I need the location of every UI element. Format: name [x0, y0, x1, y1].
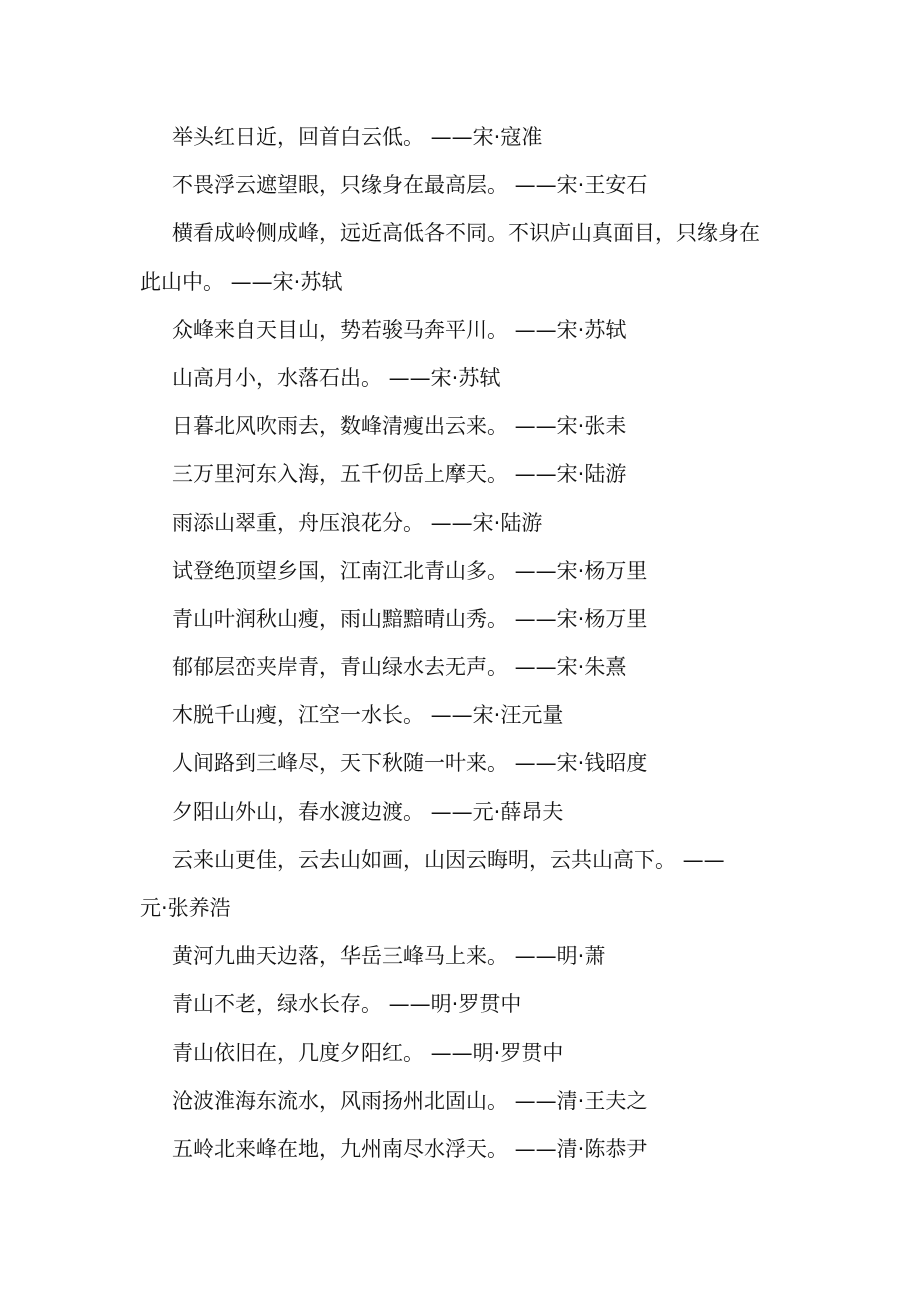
text-line: 黄河九曲天边落，华岳三峰马上来。 ——明·萧 [172, 944, 606, 969]
text-line: 三万里河东入海，五千仞岳上摩天。 ——宋·陆游 [172, 462, 627, 487]
text-line: 试登绝顶望乡国，江南江北青山多。 ——宋·杨万里 [172, 558, 648, 583]
text-line: 木脱千山瘦，江空一水长。 ——宋·汪元量 [172, 703, 564, 728]
text-line: 横看成岭侧成峰，远近高低各不同。不识庐山真面目，只缘身在 [172, 221, 760, 246]
text-line: 青山依旧在，几度夕阳红。 ——明·罗贯中 [172, 1040, 564, 1065]
text-line: 日暮北风吹雨去，数峰清瘦出云来。 ——宋·张耒 [172, 414, 627, 439]
text-line: 众峰来自天目山，势若骏马奔平川。 ——宋·苏轼 [172, 317, 627, 342]
text-line: 此山中。 ——宋·苏轼 [140, 269, 343, 294]
text-line: 青山不老，绿水长存。 ——明·罗贯中 [172, 992, 522, 1017]
text-line: 五岭北来峰在地，九州南尽水浮天。 ——清·陈恭尹 [172, 1136, 648, 1161]
text-line: 不畏浮云遮望眼，只缘身在最高层。 ——宋·王安石 [172, 173, 648, 198]
text-line: 雨添山翠重，舟压浪花分。 ——宋·陆游 [172, 510, 543, 535]
text-line: 山高月小，水落石出。 ——宋·苏轼 [172, 365, 501, 390]
poem-lines [0, 113, 920, 1173]
text-line: 云来山更佳，云去山如画，山因云晦明，云共山高下。 —— [172, 847, 725, 872]
text-line: 青山叶润秋山瘦，雨山黯黯晴山秀。 ——宋·杨万里 [172, 606, 648, 631]
text-line: 人间路到三峰尽，天下秋随一叶来。 ——宋·钱昭度 [172, 751, 648, 776]
text-line: 郁郁层峦夹岸青，青山绿水去无声。 ——宋·朱熹 [172, 655, 627, 680]
text-line: 沧波淮海东流水，风雨扬州北固山。 ——清·王夫之 [172, 1088, 648, 1113]
text-line: 举头红日近，回首白云低。 ——宋·寇准 [172, 125, 543, 149]
text-line: 元·张养浩 [140, 896, 231, 920]
text-line: 夕阳山外山，春水渡边渡。 ——元·薛昂夫 [172, 799, 564, 824]
